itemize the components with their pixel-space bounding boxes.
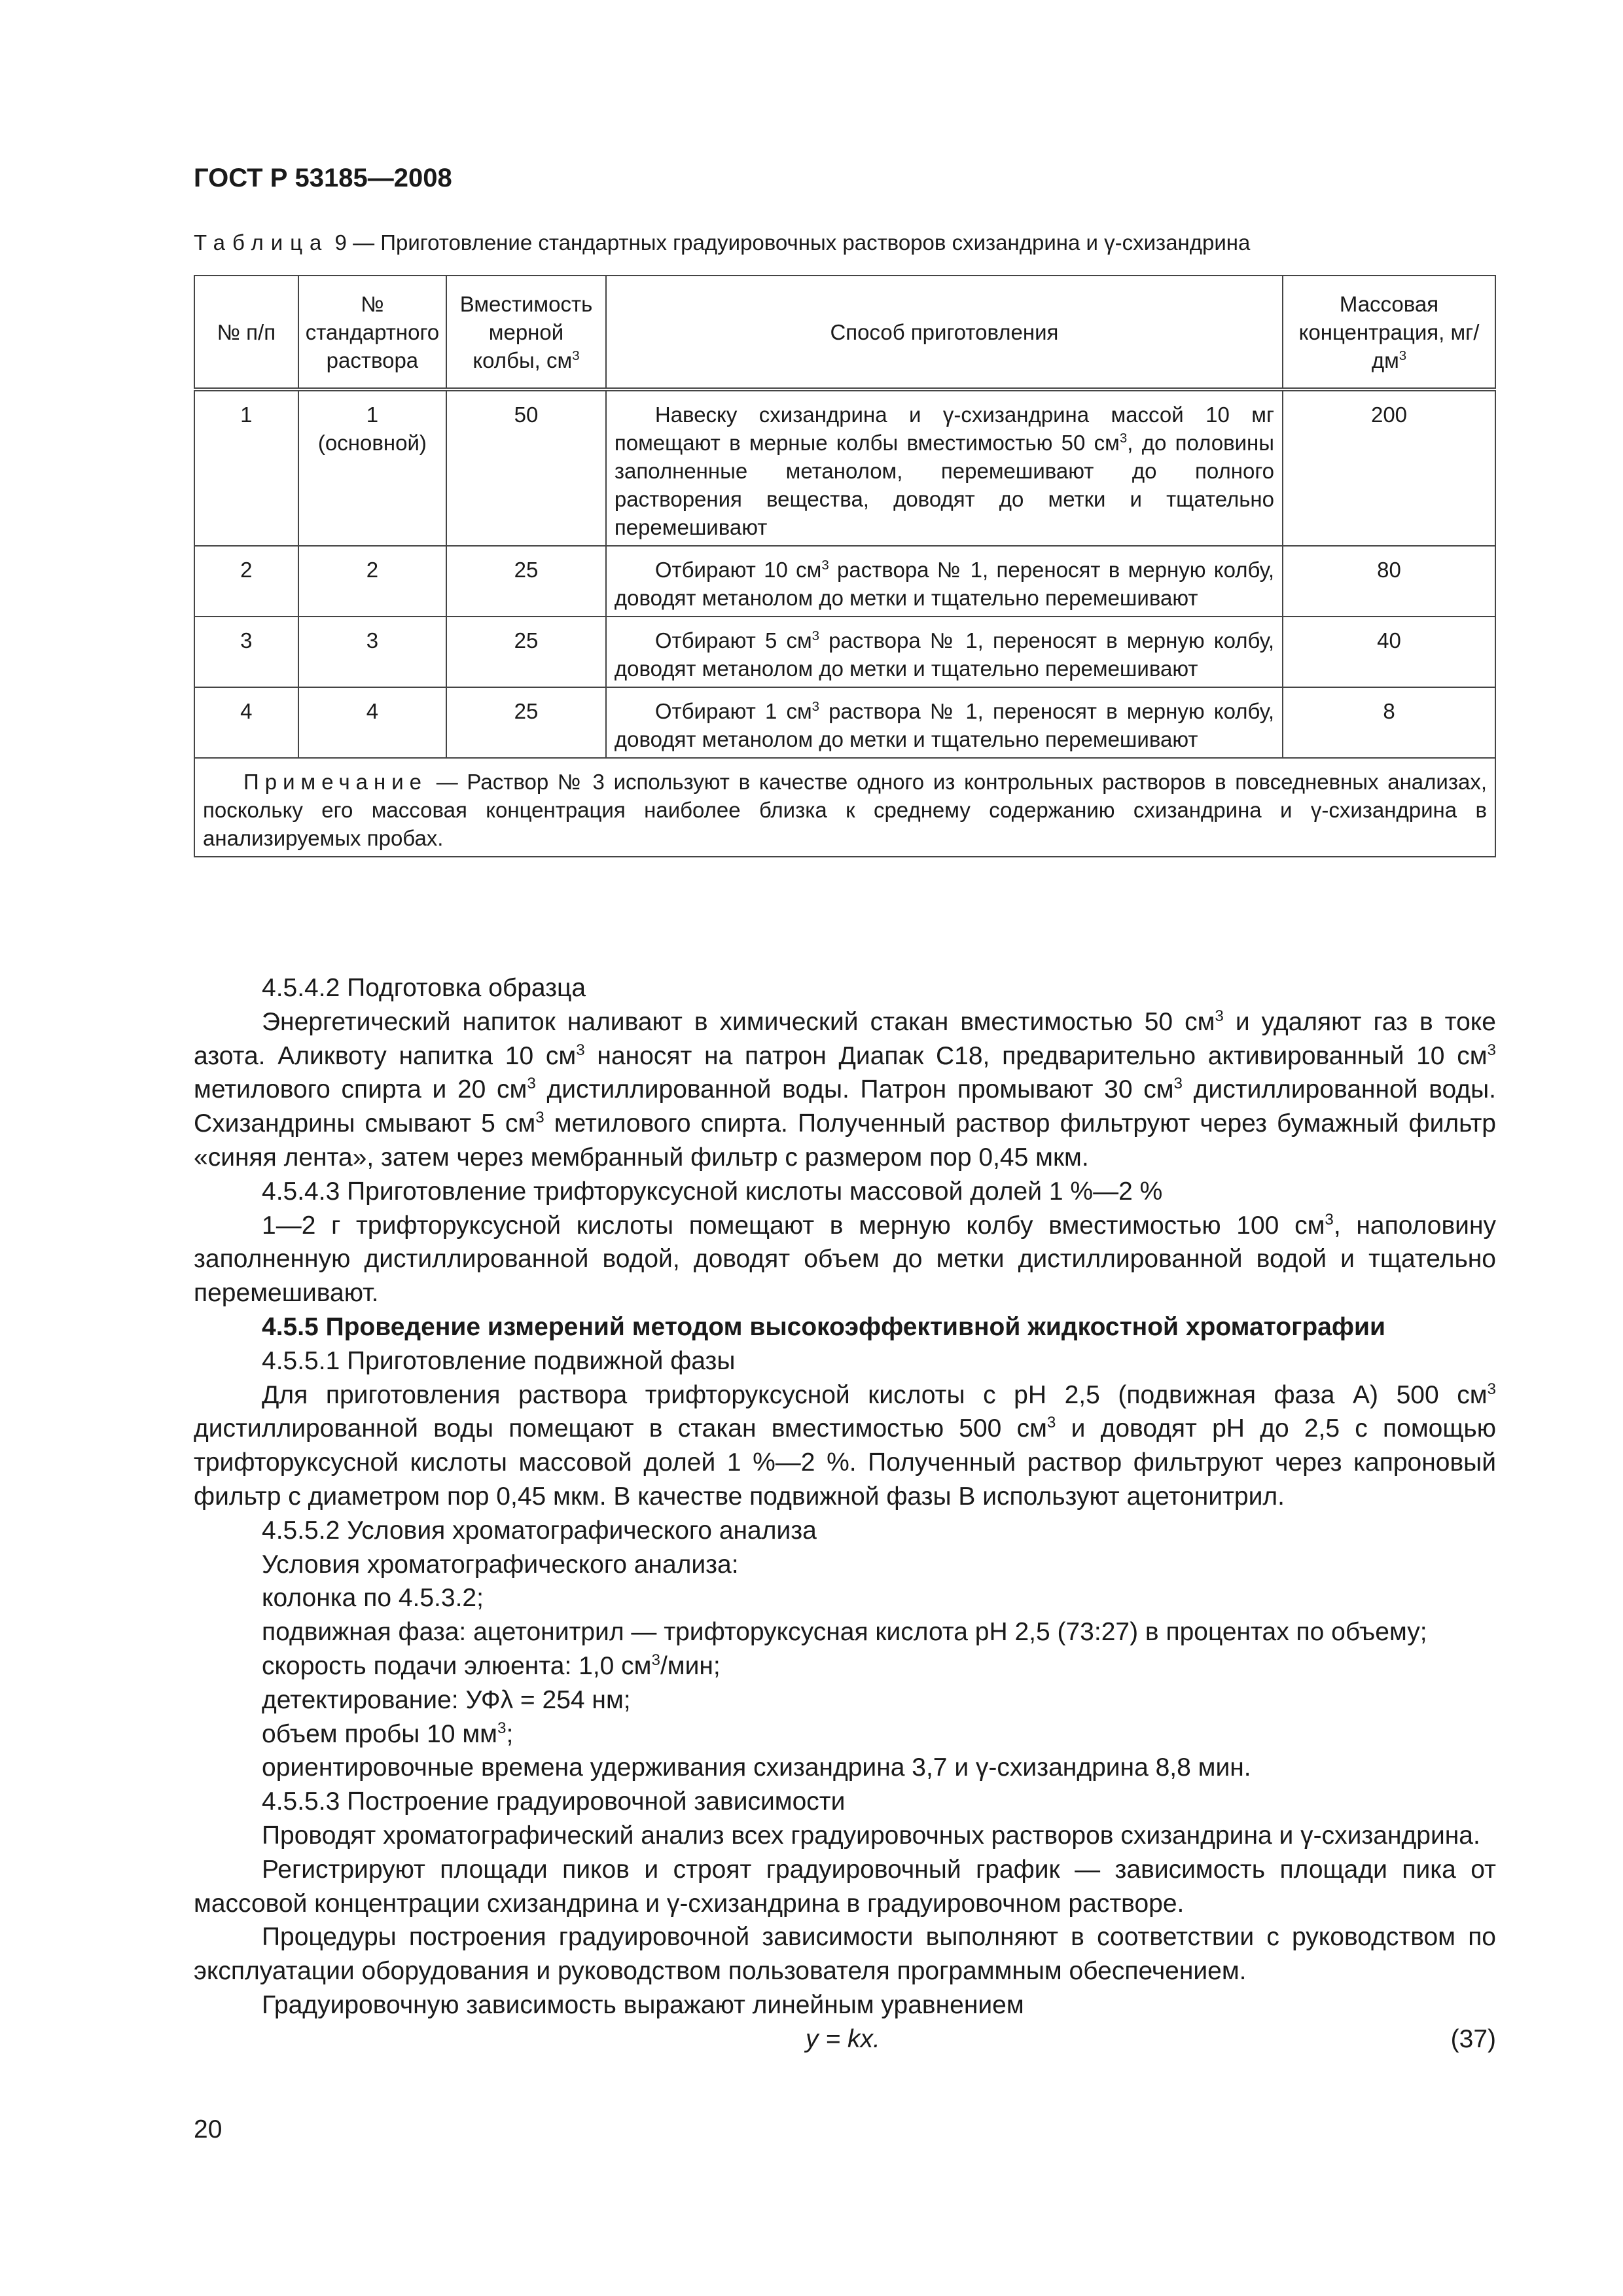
subsection-4-5-5-3: 4.5.5.3 Построение градуировочной зависимости — [262, 1787, 846, 1816]
cell-std: 4 — [298, 687, 446, 758]
cell-concentration: 8 — [1283, 687, 1495, 758]
cell-num: 1 — [194, 389, 298, 546]
cell-num: 4 — [194, 687, 298, 758]
cell-concentration: 200 — [1283, 389, 1495, 546]
body-text — [194, 971, 1496, 2056]
table-caption — [194, 230, 1250, 255]
page-number: 20 — [194, 2115, 223, 2144]
paragraph-tfa-prep: 1—2 г трифторуксусной кислоты помещают в мерную колбу вместимостью 100 $см^3$, наполовину заполненную дистиллированной водой, доводят объем до метки дистиллированной водой и тщательно перемешивают. — [194, 1210, 1496, 1308]
header-method: Способ приготовления — [606, 276, 1283, 389]
header-concentration: Массовая концентрация, $мг/дм^3$ — [1283, 276, 1495, 389]
header-std-num: № стандартного раствора — [298, 276, 446, 389]
subsection-4-5-5-2: 4.5.5.2 Условия хроматографического анализа — [262, 1516, 817, 1545]
table-row — [194, 617, 1495, 687]
note-text: — Раствор № 3 используют в качестве одного из контрольных растворов в повседневных анализах, поскольку его массовая концентрация наиболее близка к среднему содержанию схизандрина и γ-схизандрина в анализируемых пробах. — [203, 770, 1487, 850]
table-header-row — [194, 276, 1495, 389]
cell-concentration: 80 — [1283, 546, 1495, 617]
cell-method: Отбирают 1 $см^3$ раствора № 1, переносят в мерную колбу, доводят метанолом до метки и тщательно перемешивают — [606, 687, 1283, 758]
cell-capacity: 25 — [446, 687, 606, 758]
subsection-4-5-4-2: 4.5.4.2 Подготовка образца — [262, 974, 586, 1002]
table-row — [194, 687, 1495, 758]
formula: y = kx. — [806, 2024, 880, 2053]
cell-concentration: 40 — [1283, 617, 1495, 687]
cell-method: Навеску схизандрина и γ-схизандрина массой 10 мг помещают в мерные колбы вместимостью 50 $см^3$, до половины заполненные метанолом, перемешивают до полного растворения вещества, доводят до метки и тщательно перемешивают — [606, 389, 1283, 546]
paragraph-linear-equation: Градуировочную зависимость выражают линейным уравнением — [262, 1990, 1024, 2019]
cell-std: 3 — [298, 617, 446, 687]
cell-num: 3 — [194, 617, 298, 687]
table-row — [194, 546, 1495, 617]
table-9 — [194, 275, 1496, 857]
cell-num: 2 — [194, 546, 298, 617]
cell-std: 2 — [298, 546, 446, 617]
cell-std: 1 (основной) — [298, 389, 446, 546]
table-caption-word: Таблица — [194, 230, 329, 255]
paragraph-column: колонка по 4.5.3.2; — [262, 1584, 484, 1613]
paragraph-mobile-phase: Для приготовления раствора трифторуксусной кислоты с рН 2,5 (подвижная фаза А) 500 $см^3$ дистиллированной воды помещают в стакан вместимостью 500 $см^3$ и доводят рН до 2,5 с помощью трифторуксусной кислоты массовой долей 1 %—2 %. Полученный раствор фильтруют через капроновый фильтр с диаметром пор 0,45 мкм. В качестве подвижной фазы В используют ацетонитрил. — [194, 1380, 1496, 1511]
cell-capacity: 50 — [446, 389, 606, 546]
table-note-row — [194, 758, 1495, 857]
paragraph-flow-rate: скорость подачи элюента: 1,0 $см^3$/мин; — [262, 1651, 721, 1680]
paragraph-mobile-phase-composition: подвижная фаза: ацетонитрил — трифторуксусная кислота рН 2,5 (73:27) в процентах по объему; — [262, 1618, 1427, 1647]
formula-line — [194, 2022, 1496, 2056]
paragraph-retention-times: ориентировочные времена удерживания схизандрина 3,7 и γ-схизандрина 8,8 мин. — [262, 1753, 1251, 1782]
subsection-4-5-4-3: 4.5.4.3 Приготовление трифторуксусной кислоты массовой долей 1 %—2 % — [262, 1177, 1163, 1206]
document-header: ГОСТ Р 53185—2008 — [194, 164, 452, 192]
table-row — [194, 389, 1495, 546]
formula-number: (37) — [1450, 2024, 1496, 2053]
section-4-5-5-heading: 4.5.5 Проведение измерений методом высокоэффективной жидкостной хроматографии — [262, 1312, 1385, 1341]
cell-method: Отбирают 10 $см^3$ раствора № 1, переносят в мерную колбу, доводят метанолом до метки и тщательно перемешивают — [606, 546, 1283, 617]
header-num: № п/п — [194, 276, 298, 389]
table-note — [194, 758, 1495, 857]
paragraph-peak-areas: Регистрируют площади пиков и строят градуировочный график — зависимость площади пика от массовой концентрации схизандрина и γ-схизандрина в градуировочном растворе. — [194, 1855, 1496, 1918]
paragraph-conditions-intro: Условия хроматографического анализа: — [262, 1550, 739, 1579]
paragraph-sample-volume: объем пробы 10 $мм^3$; — [262, 1719, 514, 1748]
paragraph-procedures: Процедуры построения градуировочной зависимости выполняют в соответствии с руководством по эксплуатации оборудования и руководством пользователя программным обеспечением. — [194, 1923, 1496, 1986]
paragraph-detection: детектирование: УФλ = 254 нм; — [262, 1685, 631, 1714]
header-capacity: Вместимость мерной колбы, $см^3$ — [446, 276, 606, 389]
note-word: Примечание — [243, 770, 428, 794]
cell-capacity: 25 — [446, 617, 606, 687]
paragraph-sample-prep: Энергетический напиток наливают в химический стакан вместимостью 50 $см^3$ и удаляют газ в токе азота. Аликвоту напитка 10 $см^3$ наносят на патрон Диапак С18, предварительно активированный 10 $см^3$ метилового спирта и 20 $см^3$ дистиллированной воды. Патрон промывают 30 $см^3$ дистиллированной воды. Схизандрины смывают 5 $см^3$ метилового спирта. Полученный раствор фильтруют через бумажный фильтр «синяя лента», затем через мембранный фильтр с размером пор 0,45 мкм. — [194, 1007, 1496, 1172]
paragraph-analysis: Проводят хроматографический анализ всех градуировочных растворов схизандрина и γ-схизандрина. — [262, 1821, 1480, 1850]
cell-method: Отбирают 5 $см^3$ раствора № 1, переносят в мерную колбу, доводят метанолом до метки и тщательно перемешивают — [606, 617, 1283, 687]
cell-capacity: 25 — [446, 546, 606, 617]
table-caption-text: 9 — Приготовление стандартных градуировочных растворов схизандрина и γ-схизандрина — [329, 230, 1251, 255]
subsection-4-5-5-1: 4.5.5.1 Приготовление подвижной фазы — [262, 1346, 736, 1375]
